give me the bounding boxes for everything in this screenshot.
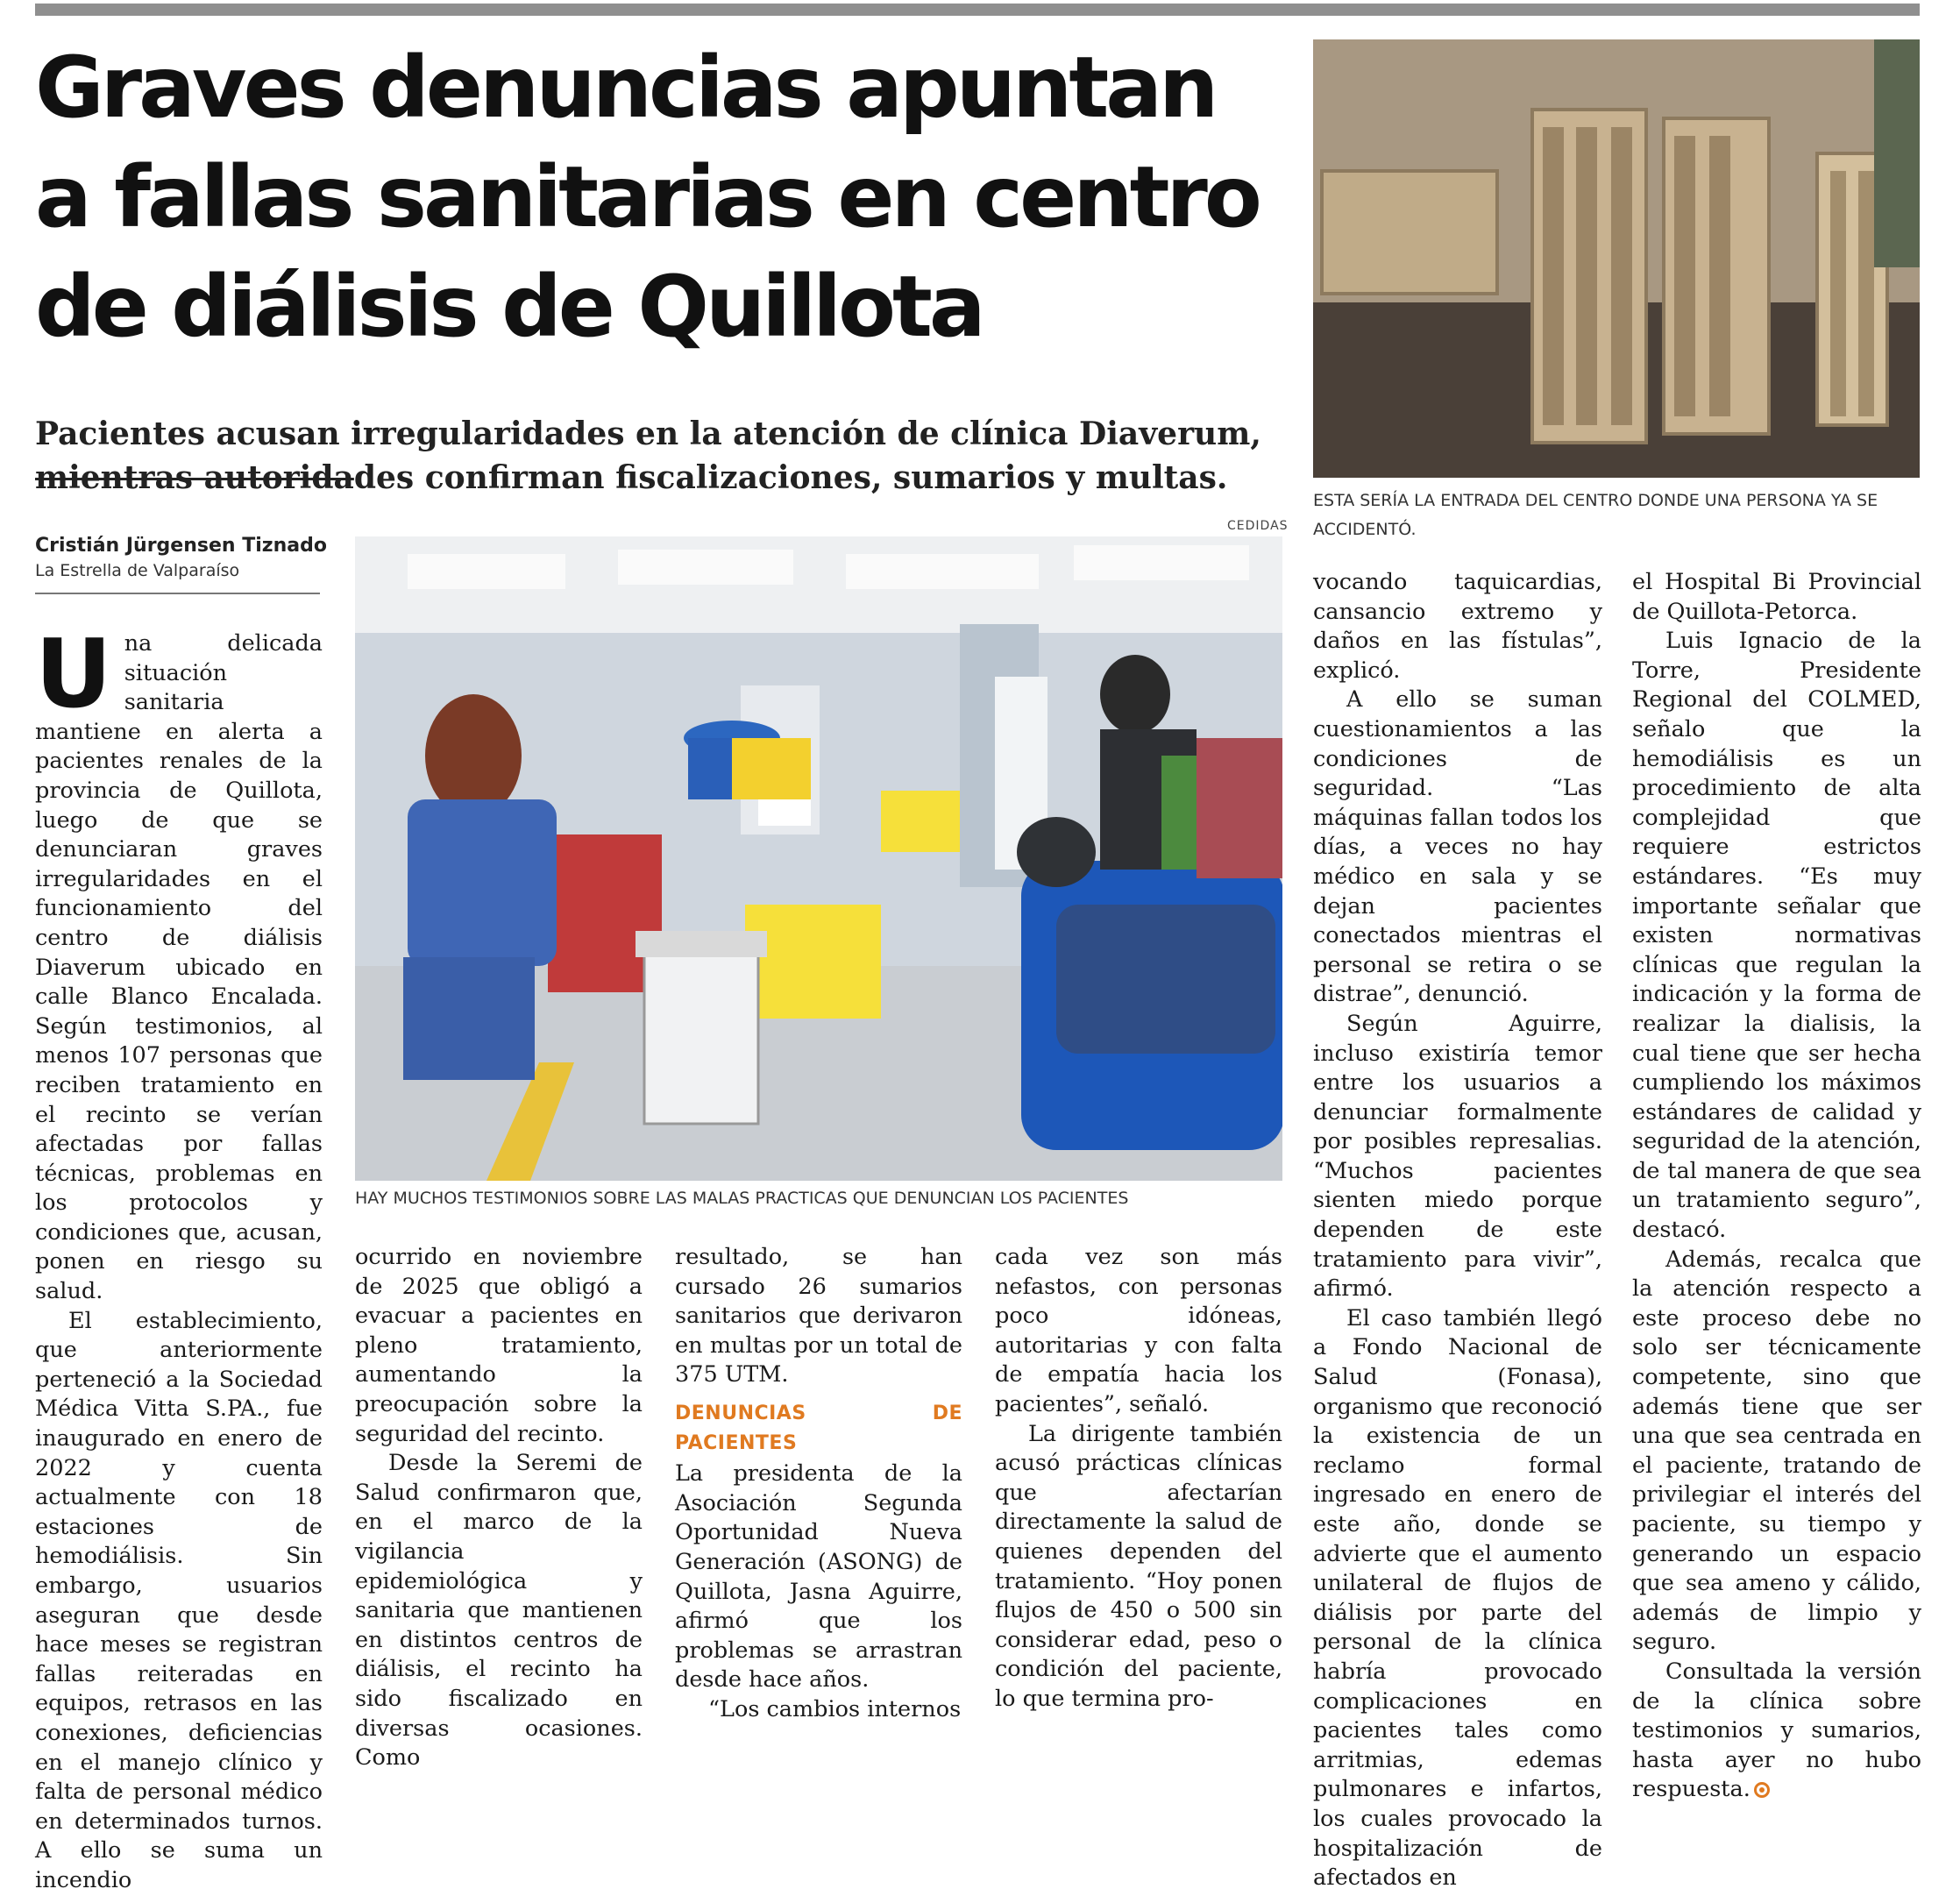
end-of-article-icon (1754, 1782, 1770, 1798)
article-paragraph: Luis Ignacio de la Torre, Presidente Regional del COLMED, señalo que la hemodiálisis es un procedimiento de alta complejidad que requiere estrictos estándares. “Es muy importante señalar que existen normativas clínicas que regulan la indicación y la forma de realizar la dialisis, la cual tiene que ser hecha cumpliendo los máximos estándares de calidad y seguridad de la atención, de tal manera de que sea un tratamiento seguro”, destacó. (1632, 628, 1921, 1244)
article-paragraph (1632, 1658, 1921, 1805)
drop-cap: U (35, 620, 112, 729)
article-paragraph: cada vez son más nefastos, con personas poco idóneas, autoritarias y con falta de empatía hacia los pacientes”, señaló. (995, 1244, 1282, 1417)
article-paragraph: Desde la Seremi de Salud confirmaron que, en el marco de la vigilancia epidemiológica y sanitaria que mantienen en distintos centros de diálisis, el recinto ha sido fiscalizado en diversas ocasiones. Como (355, 1450, 643, 1772)
pallets-illustration (1313, 39, 1920, 478)
headline (35, 33, 1306, 362)
subhead-text: des confirman fiscalizaciones, sumarios y multas. (353, 459, 1228, 496)
main-photo-caption: HAY MUCHOS TESTIMONIOS SOBRE LAS MALAS PRACTICAS QUE DENUNCIAN LOS PACIENTES (355, 1189, 1129, 1208)
byline-outlet: La Estrella de Valparaíso (35, 561, 240, 580)
headline-line: de diálisis de Quillota (35, 258, 983, 356)
headline-line: a fallas sanitarias en centro (35, 148, 1259, 246)
byline-author: Cristián Jürgensen Tiznado (35, 535, 327, 557)
article-paragraph: vocando taquicardias, cansancio extremo y daños en las fístulas”, explicó. (1313, 569, 1602, 684)
article-column-3 (675, 1243, 962, 1725)
article-paragraph: El establecimiento, que anteriormente perteneció a la Sociedad Médica Vitta S.PA., fue inaugurado en enero de 2022 y cuenta actualmente con 18 estaciones de hemodiálisis. Sin embargo, usuarios aseguran que desde hace meses se registran fallas reiteradas en equipos, retrasos en las conexiones, deficiencias en el manejo clínico y falta de personal médico en determinados turnos. A ello se suma un incendio (35, 1307, 323, 1893)
subhead-struck-text: mientras autorida (35, 459, 354, 496)
entrance-photo-caption: ESTA SERÍA LA ENTRADA DEL CENTRO DONDE UNA PERSONA YA SE ACCIDENTÓ. (1313, 491, 1878, 539)
article-column-1 (35, 620, 323, 1896)
article-paragraph: “Los cambios internos (708, 1695, 962, 1722)
article-paragraph: resultado, se han cursado 26 sumarios sanitarios que derivaron en multas por un total de 375 UTM. (675, 1244, 962, 1388)
article-column-6 (1632, 568, 1921, 1805)
article-paragraph: A ello se suman cuestionamientos a las condiciones de seguridad. “Las máquinas fallan todos los días, a veces no hay médico en sala y se dejan pacientes conectados mientras el personal se retira o se distrae”, denunció. (1313, 686, 1602, 1008)
article-paragraph: El caso también llegó a Fondo Nacional de Salud (Fonasa), organismo que reconoció la existencia de un reclamo formal ingresado en enero de este año, donde se advierte que el aumento unilateral de flujos de diálisis por parte del personal de la clínica habría provocado complicaciones en pacientes tales como arritmias, edemas pulmonares e infartos, los cuales provocado la hospitalización de afectados en (1313, 1304, 1602, 1892)
subheadline (35, 412, 1297, 500)
article-paragraph: La dirigente también acusó prácticas clínicas que afectarían directamente la salud de quienes dependen del tratamiento. “Hoy ponen flujos de 450 o 500 sin considerar edad, peso o condición del paciente, lo que termina pro- (995, 1420, 1282, 1712)
paragraph-text: Consultada la versión de la clínica sobre testimonios y sumarios, hasta ayer no hubo respuesta. (1632, 1658, 1921, 1803)
article-paragraph: La presidenta de la Asociación Segunda Oportunidad Nueva Generación (ASONG) de Quillota, Jasna Aguirre, afirmó que los problemas se arrastran desde hace años. (675, 1460, 962, 1694)
main-photo (355, 536, 1282, 1181)
byline-divider (35, 593, 320, 594)
entrance-photo (1313, 39, 1920, 478)
top-rule (35, 4, 1920, 16)
article-column-5 (1313, 568, 1602, 1893)
article-paragraph: el Hospital Bi Provincial de Quillota-Petorca. (1632, 569, 1921, 625)
subhead-line (35, 456, 1297, 500)
section-heading: DENUNCIAS DE PACIENTES (675, 1402, 962, 1454)
photo-credit: CEDIDAS (1227, 519, 1289, 533)
article-paragraph: Según Aguirre, incluso existiría temor entre los usuarios a denunciar formalmente por posibles represalias. “Muchos pacientes sienten miedo porque dependen de este tratamiento para vivir”, afirmó. (1313, 1010, 1602, 1303)
article-paragraph (35, 620, 323, 1307)
subhead-line: Pacientes acusan irregularidades en la atención de clínica Diaverum, (35, 415, 1261, 452)
paragraph-text: na delicada situación sanitaria mantiene en alerta a pacientes renales de la provincia de Quillota, luego de que se denunciaran graves irregularidades en el funcionamiento del centro de diálisis Diaverum ubicado en calle Blanco Encalada. Según testimonios, al menos 107 personas que reciben tratamiento en el recinto se verían afectadas por fallas técnicas, problemas en los protocolos y condiciones que, acusan, ponen en riesgo su salud. (35, 630, 323, 1305)
article-paragraph: ocurrido en noviembre de 2025 que obligó a evacuar a pacientes en pleno tratamiento, aumentando la preocupación sobre la seguridad del recinto. (355, 1244, 643, 1447)
headline-line: Graves denuncias apuntan (35, 39, 1216, 137)
dialysis-room-illustration (355, 536, 1282, 1181)
article-column-4 (995, 1243, 1282, 1715)
article-paragraph: Además, recalca que la atención respecto a este proceso debe no solo ser técnicamente competente, sino que además tiene que ser una que sea centrada en el paciente, tratando de privilegiar el interés del paciente, su tiempo y generando un espacio que sea ameno y cálido, además de limpio y seguro. (1632, 1246, 1921, 1656)
